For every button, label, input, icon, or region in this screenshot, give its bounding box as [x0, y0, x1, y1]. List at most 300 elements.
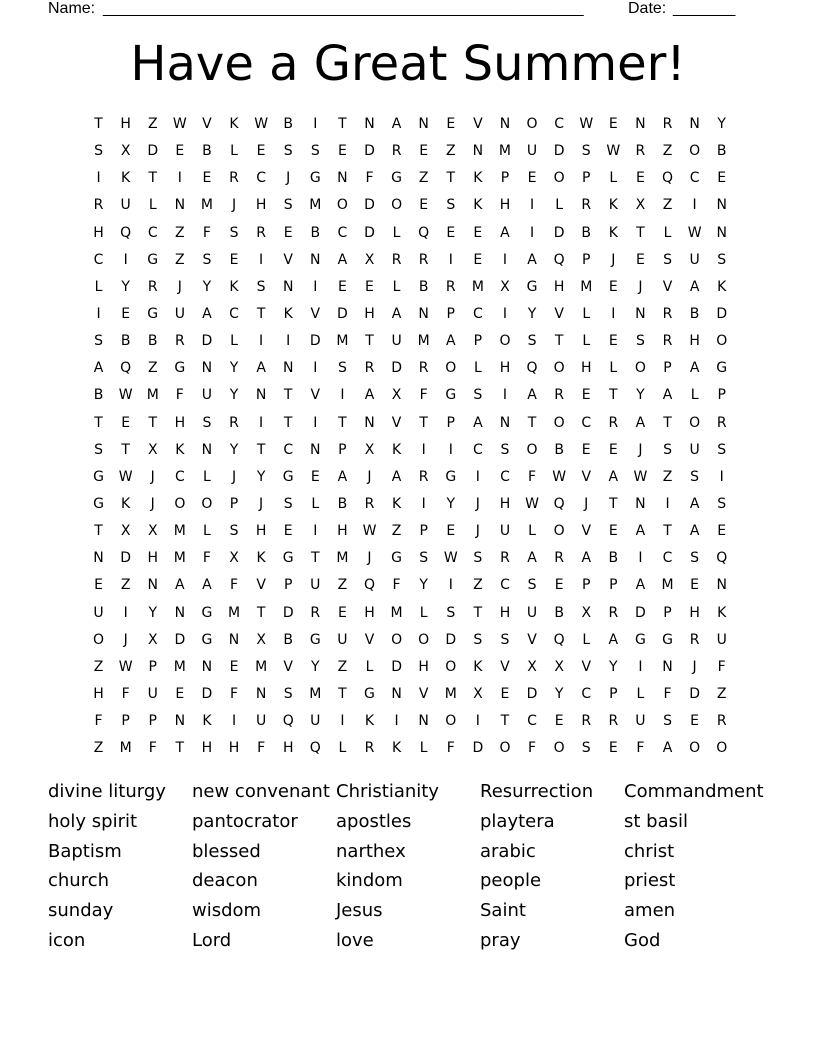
grid-letter: H	[93, 685, 104, 702]
grid-letter: W	[525, 495, 539, 512]
grid-letter: S	[229, 523, 239, 540]
grid-letter: Q	[662, 170, 674, 187]
grid-letter: E	[337, 278, 347, 295]
grid-letter: G	[445, 468, 457, 485]
grid-letter: I	[692, 197, 697, 214]
grid-letter: S	[283, 197, 293, 214]
grid-letter: E	[283, 523, 293, 540]
grid-letter: G	[201, 631, 213, 648]
grid-letter: E	[121, 305, 131, 322]
grid-letter: F	[663, 685, 672, 702]
grid-letter: G	[309, 170, 321, 187]
grid-letter: V	[202, 116, 212, 132]
grid-letter: V	[283, 658, 293, 675]
grid-letter: Z	[120, 577, 131, 594]
grid-letter: O	[391, 631, 403, 648]
grid-letter: Y	[446, 495, 456, 512]
grid-letter: Y	[229, 441, 239, 458]
grid-letter: R	[554, 387, 564, 404]
grid-letter: L	[582, 631, 591, 648]
grid-letter: M	[336, 333, 349, 350]
grid-letter: S	[717, 441, 727, 458]
grid-letter: M	[173, 523, 186, 540]
grid-letter: X	[500, 278, 510, 295]
grid-letter: T	[338, 116, 347, 132]
grid-letter: M	[173, 658, 186, 675]
grid-letter: R	[256, 224, 266, 241]
word-bank-item: wisdom	[192, 900, 262, 922]
grid-letter: B	[554, 441, 564, 458]
grid-letter: H	[120, 116, 131, 132]
grid-letter: C	[174, 468, 185, 485]
word-bank-item: st basil	[624, 810, 688, 832]
grid-letter: S	[663, 713, 672, 730]
grid-letter: O	[445, 360, 457, 377]
grid-letter: G	[93, 495, 104, 512]
grid-letter: A	[93, 360, 104, 377]
grid-letter: R	[662, 333, 673, 350]
grid-letter: K	[473, 658, 483, 675]
grid-letter: Q	[526, 360, 538, 377]
name-blank-line: ______________________________________________________	[103, 0, 584, 17]
grid-letter: C	[554, 116, 565, 132]
word-bank-item: Commandment	[624, 781, 764, 802]
grid-letter: R	[418, 251, 429, 268]
grid-letter: Q	[553, 495, 565, 512]
grid-letter: I	[340, 713, 345, 730]
grid-letter: J	[638, 441, 643, 458]
grid-letter: A	[689, 360, 700, 377]
grid-letter: N	[201, 360, 213, 377]
grid-letter: Z	[716, 685, 727, 702]
grid-letter: U	[120, 197, 131, 214]
grid-letter: S	[690, 468, 700, 485]
grid-letter: F	[148, 740, 157, 757]
grid-letter: F	[175, 387, 184, 404]
grid-letter: A	[337, 468, 348, 485]
grid-letter: U	[310, 713, 321, 730]
grid-letter: I	[638, 658, 643, 675]
grid-letter: F	[202, 550, 211, 567]
grid-letter: Z	[662, 197, 673, 214]
grid-letter: A	[635, 577, 646, 594]
grid-letter: T	[473, 604, 483, 621]
grid-letter: O	[553, 170, 565, 187]
grid-letter: P	[148, 658, 157, 675]
grid-letter: C	[500, 577, 510, 594]
grid-letter: R	[689, 631, 700, 648]
grid-letter: B	[147, 333, 158, 350]
grid-letter: E	[581, 441, 591, 458]
word-bank-item: priest	[624, 870, 676, 892]
grid-letter: Q	[120, 360, 132, 377]
grid-letter: N	[391, 685, 402, 702]
grid-letter: Z	[662, 143, 673, 160]
word-bank-item: pantocrator	[192, 810, 298, 832]
grid-letter: E	[202, 170, 212, 187]
word-bank-item: apostles	[336, 810, 412, 832]
grid-letter: K	[121, 495, 131, 512]
grid-letter: O	[418, 631, 430, 648]
grid-letter: S	[202, 251, 212, 268]
grid-letter: I	[529, 224, 535, 241]
grid-letter: K	[608, 197, 618, 214]
grid-letter: P	[582, 170, 591, 187]
word-bank-item: love	[336, 929, 374, 951]
grid-letter: W	[254, 116, 269, 132]
grid-letter: R	[93, 197, 104, 214]
grid-letter: S	[94, 143, 103, 160]
grid-letter: N	[255, 387, 267, 404]
grid-letter: P	[283, 577, 293, 594]
grid-letter: D	[445, 631, 457, 648]
grid-letter: A	[202, 577, 212, 594]
grid-letter: S	[229, 224, 239, 241]
grid-letter: N	[418, 116, 429, 132]
grid-letter: D	[526, 685, 538, 702]
grid-letter: X	[364, 251, 375, 268]
grid-letter: A	[391, 468, 402, 485]
grid-letter: F	[528, 468, 537, 485]
grid-letter: N	[689, 116, 700, 132]
grid-letter: A	[635, 523, 646, 540]
grid-letter: M	[580, 278, 593, 295]
grid-letter: M	[390, 604, 403, 621]
grid-letter: Z	[337, 658, 348, 675]
grid-letter: Z	[445, 143, 456, 160]
grid-letter: T	[283, 387, 293, 404]
grid-letter: X	[229, 550, 239, 567]
grid-letter: G	[662, 631, 673, 648]
grid-letter: X	[256, 631, 266, 648]
grid-letter: T	[554, 333, 564, 350]
grid-letter: E	[121, 414, 131, 431]
grid-letter: E	[581, 387, 591, 404]
grid-letter: G	[391, 170, 402, 187]
grid-letter: Q	[553, 251, 565, 268]
grid-letter: Y	[717, 116, 726, 132]
grid-letter: H	[364, 305, 375, 322]
grid-letter: G	[147, 251, 159, 268]
grid-letter: E	[229, 658, 239, 675]
header-fields	[48, 0, 748, 22]
grid-letter: J	[475, 523, 480, 540]
grid-letter: S	[473, 631, 483, 648]
grid-letter: I	[421, 495, 426, 512]
grid-letter: R	[716, 713, 727, 730]
grid-letter: Z	[93, 740, 104, 757]
grid-letter: R	[635, 143, 646, 160]
grid-letter: Z	[337, 577, 348, 594]
grid-letter: E	[419, 143, 429, 160]
grid-letter: E	[175, 685, 185, 702]
grid-letter: H	[255, 523, 267, 540]
grid-letter: R	[418, 360, 429, 377]
grid-letter: P	[717, 387, 726, 404]
grid-letter: S	[337, 360, 347, 377]
grid-letter: D	[282, 604, 294, 621]
grid-letter: N	[282, 278, 294, 295]
grid-letter: J	[231, 197, 237, 214]
grid-letter: I	[96, 305, 101, 322]
grid-letter: I	[665, 495, 670, 512]
grid-letter: B	[716, 143, 727, 160]
grid-letter: D	[147, 143, 159, 160]
grid-letter: F	[229, 685, 239, 702]
word-bank-item: christ	[624, 840, 675, 862]
grid-letter: L	[690, 387, 699, 404]
grid-letter: F	[528, 740, 537, 757]
grid-letter: A	[445, 333, 456, 350]
grid-letter: D	[201, 333, 213, 350]
grid-letter: U	[255, 713, 267, 730]
grid-letter: U	[391, 333, 402, 350]
grid-letter: X	[554, 658, 564, 675]
grid-letter: R	[581, 197, 592, 214]
grid-letter: N	[310, 441, 321, 458]
grid-letter: R	[229, 414, 239, 431]
grid-letter: U	[499, 523, 511, 540]
grid-letter: Q	[120, 224, 132, 241]
grid-letter: O	[553, 740, 565, 757]
grid-letter: I	[313, 414, 318, 431]
grid-letter: O	[553, 523, 565, 540]
grid-letter: N	[310, 251, 321, 268]
grid-letter: E	[554, 577, 564, 594]
grid-letter: R	[391, 251, 402, 268]
grid-letter: J	[286, 170, 291, 187]
grid-letter: H	[147, 550, 158, 567]
grid-letter: L	[230, 333, 238, 350]
grid-letter: M	[227, 604, 241, 621]
grid-letter: H	[499, 495, 511, 512]
grid-letter: Z	[473, 577, 483, 594]
grid-letter: N	[282, 360, 294, 377]
grid-letter: R	[174, 333, 185, 350]
grid-letter: G	[174, 360, 186, 377]
grid-letter: T	[419, 414, 428, 431]
grid-letter: U	[310, 577, 321, 594]
grid-letter: T	[94, 414, 103, 431]
grid-letter: A	[500, 224, 510, 241]
grid-letter: Q	[282, 713, 294, 730]
grid-letter: H	[689, 604, 700, 621]
grid-letter: I	[286, 333, 291, 350]
grid-letter: H	[364, 604, 375, 621]
grid-letter: V	[418, 685, 429, 702]
grid-letter: R	[608, 604, 619, 621]
grid-letter: D	[364, 143, 375, 160]
grid-letter: S	[663, 441, 672, 458]
grid-letter: H	[499, 604, 511, 621]
grid-letter: A	[689, 278, 700, 295]
grid-letter: H	[553, 278, 565, 295]
grid-letter: Y	[229, 387, 239, 404]
grid-letter: Z	[391, 523, 402, 540]
grid-letter: W	[118, 387, 133, 404]
grid-letter: X	[147, 631, 158, 648]
grid-letter: G	[634, 631, 646, 648]
grid-letter: L	[338, 740, 347, 757]
grid-letter: E	[419, 197, 429, 214]
grid-letter: X	[391, 387, 402, 404]
grid-letter: B	[554, 604, 564, 621]
grid-letter: D	[553, 143, 565, 160]
grid-letter: K	[391, 441, 402, 458]
page-title: Have a Great Summer!	[130, 36, 686, 92]
grid-letter: B	[93, 387, 104, 404]
grid-letter: O	[716, 740, 728, 757]
grid-letter: L	[148, 197, 157, 214]
date-label: Date:	[628, 0, 667, 17]
grid-letter: F	[257, 740, 266, 757]
grid-letter: H	[174, 414, 186, 431]
grid-letter: N	[716, 197, 727, 214]
grid-letter: B	[120, 333, 131, 350]
word-bank-item: blessed	[192, 840, 261, 862]
grid-letter: N	[716, 577, 727, 594]
grid-letter: Q	[716, 550, 728, 567]
name-label: Name:	[48, 0, 96, 17]
grid-letter: U	[201, 387, 213, 404]
grid-letter: T	[256, 604, 266, 621]
word-bank-item: icon	[48, 929, 86, 951]
word-bank-item: Lord	[192, 929, 232, 951]
grid-letter: T	[121, 441, 130, 458]
grid-letter: P	[663, 360, 672, 377]
grid-letter: H	[337, 523, 348, 540]
grid-letter: H	[499, 197, 511, 214]
grid-letter: S	[283, 143, 293, 160]
grid-letter: S	[202, 414, 212, 431]
grid-letter: A	[473, 414, 483, 431]
grid-letter: X	[635, 197, 646, 214]
word-bank-item: holy spirit	[48, 810, 138, 832]
grid-letter: F	[121, 685, 130, 702]
grid-letter: K	[717, 278, 727, 295]
grid-letter: T	[256, 305, 266, 322]
grid-letter: F	[636, 740, 645, 757]
grid-letter: R	[364, 740, 375, 757]
grid-letter: P	[446, 305, 455, 322]
grid-letter: L	[636, 685, 645, 702]
grid-letter: W	[579, 116, 594, 132]
grid-letter: U	[174, 305, 185, 322]
grid-letter: B	[608, 550, 619, 567]
grid-letter: P	[582, 577, 591, 594]
grid-letter: C	[662, 550, 673, 567]
grid-letter: G	[309, 631, 321, 648]
grid-letter: C	[527, 713, 537, 730]
grid-letter: L	[230, 143, 238, 160]
grid-letter: I	[475, 713, 480, 730]
grid-letter: N	[228, 631, 240, 648]
grid-letter: R	[147, 278, 158, 295]
grid-letter: V	[391, 414, 402, 431]
grid-letter: C	[229, 305, 239, 322]
grid-letter: L	[94, 278, 103, 295]
grid-letter: L	[419, 740, 428, 757]
grid-letter: K	[473, 170, 483, 187]
grid-letter: O	[553, 360, 565, 377]
grid-letter: A	[662, 740, 673, 757]
grid-letter: L	[528, 523, 536, 540]
grid-letter: E	[608, 441, 618, 458]
grid-letter: I	[231, 713, 237, 730]
grid-letter: X	[527, 658, 537, 675]
grid-letter: L	[473, 360, 482, 377]
grid-letter: I	[259, 414, 264, 431]
grid-letter: Y	[311, 658, 320, 675]
grid-letter: J	[367, 550, 372, 567]
grid-letter: A	[337, 251, 348, 268]
grid-letter: N	[662, 658, 673, 675]
grid-letter: Q	[553, 631, 565, 648]
grid-letter: R	[364, 495, 375, 512]
grid-letter: M	[173, 550, 186, 567]
grid-letter: O	[689, 143, 701, 160]
grid-letter: N	[472, 143, 484, 160]
grid-letter: I	[502, 251, 508, 268]
grid-letter: J	[584, 495, 589, 512]
grid-letter: L	[311, 495, 320, 512]
grid-letter: C	[472, 305, 483, 322]
grid-letter: R	[229, 170, 239, 187]
grid-letter: S	[473, 387, 483, 404]
grid-letter: G	[282, 550, 294, 567]
grid-letter: N	[499, 414, 511, 431]
grid-letter: R	[310, 604, 321, 621]
grid-letter: T	[663, 414, 672, 431]
grid-letter: E	[256, 143, 266, 160]
grid-letter: E	[337, 604, 347, 621]
grid-letter: K	[202, 713, 212, 730]
grid-letter: M	[119, 740, 132, 757]
grid-letter: N	[716, 224, 727, 241]
grid-letter: I	[259, 333, 264, 350]
grid-letter: Z	[418, 170, 429, 187]
grid-letter: E	[500, 685, 510, 702]
grid-letter: D	[553, 224, 565, 241]
grid-letter: E	[608, 523, 618, 540]
word-bank-item: divine liturgy	[48, 781, 166, 802]
grid-letter: R	[716, 414, 727, 431]
grid-letter: S	[94, 333, 103, 350]
grid-letter: F	[717, 658, 726, 675]
word-bank-item: Resurrection	[480, 781, 594, 802]
grid-letter: I	[313, 523, 318, 540]
grid-letter: N	[364, 116, 375, 132]
grid-letter: E	[229, 251, 239, 268]
grid-letter: V	[527, 631, 537, 648]
grid-letter: E	[446, 116, 456, 132]
word-bank-item: people	[480, 870, 542, 892]
grid-letter: T	[175, 740, 185, 757]
grid-letter: F	[446, 740, 455, 757]
grid-letter: E	[717, 170, 727, 187]
grid-letter: E	[554, 713, 564, 730]
word-bank-item: pray	[480, 929, 521, 951]
grid-letter: K	[175, 441, 185, 458]
grid-letter: F	[392, 577, 401, 594]
grid-letter: A	[662, 387, 673, 404]
grid-letter: J	[259, 495, 264, 512]
grid-letter: Z	[175, 224, 185, 241]
grid-letter: N	[635, 495, 646, 512]
grid-letter: H	[499, 360, 511, 377]
grid-letter: R	[445, 278, 456, 295]
grid-letter: W	[172, 116, 187, 132]
